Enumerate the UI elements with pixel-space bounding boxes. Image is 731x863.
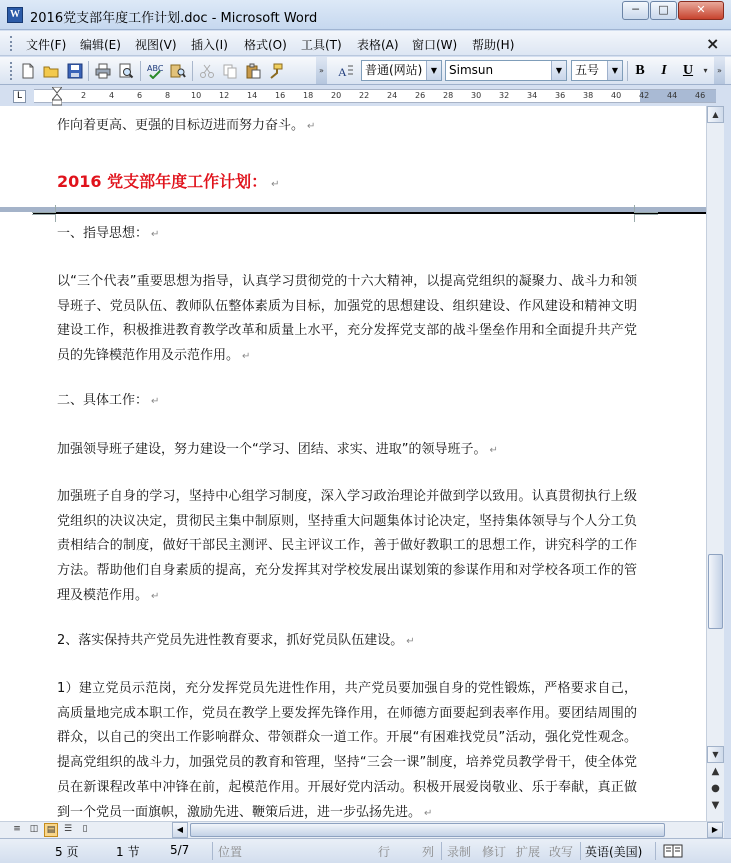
ruler-tick: 22: [359, 91, 370, 100]
scroll-up-icon[interactable]: ▲: [707, 106, 724, 123]
status-page-of: 5/7: [170, 843, 190, 857]
page-top-edge: [33, 212, 706, 214]
maximize-button[interactable]: □: [650, 1, 677, 20]
ruler-tick: 24: [387, 91, 398, 100]
window-title: 2016党支部年度工作计划.doc - Microsoft Word: [30, 11, 318, 26]
paragraph-text: 二、具体工作：: [57, 393, 149, 408]
section1-title: [57, 222, 637, 248]
paragraph-mark: ↵: [242, 351, 251, 363]
menu-bar: [0, 31, 731, 56]
scroll-left-icon[interactable]: ◀: [172, 822, 188, 838]
paragraph-mark: ↵: [151, 396, 160, 407]
font-size-value: 五号: [575, 63, 600, 77]
paste-icon[interactable]: [245, 63, 261, 79]
menu-edit[interactable]: 编辑(E): [80, 38, 121, 52]
paragraph-text: 1）建立党员示范岗，充分发挥党员先进性作用，共产党员要加强自身的党性锻炼，严格要求自己，高质量地完成本职工作，党员在教学上要发挥先锋作用，在师德方面要起到表率作用。要团结周围的群众，以自己的突出工作影响群众、带领群众一道工作。开展“有困难找党员”活动，强化党性观念。提高党组织的战斗力，加强党员的教育和管理，坚持“三会一课”制度，培养党员教学骨干，使全体党员在新课程改革中冲锋在前，起模范作用。开展好党内活动。积极开展爱岗敬业、乐于奉献，真正做到一个党员一面旗帜，激励先进、鞭策后进，进一步弘扬先进。: [57, 681, 637, 820]
paragraph-mark: ↵: [271, 179, 280, 190]
previous-page-icon[interactable]: ▲: [711, 766, 720, 777]
paragraph-1: [57, 438, 637, 464]
normal-view-icon[interactable]: ≡: [13, 824, 21, 834]
ruler-tick: 34: [527, 91, 538, 100]
print-preview-icon[interactable]: [118, 63, 134, 79]
print-icon[interactable]: [95, 63, 111, 79]
status-line: 行: [378, 845, 391, 859]
chevron-down-icon[interactable]: ▼: [426, 61, 441, 80]
ruler-tick: 12: [219, 91, 230, 100]
status-separator: [655, 842, 656, 860]
toolbar-separator: [88, 61, 89, 81]
page-corner-mark: [634, 214, 658, 222]
close-document-icon[interactable]: ×: [706, 34, 720, 53]
menu-file[interactable]: 文件(F): [26, 38, 67, 52]
close-button[interactable]: ✕: [678, 1, 724, 20]
document-area[interactable]: [0, 106, 706, 821]
bold-button[interactable]: B: [635, 63, 645, 78]
scroll-right-icon[interactable]: ▶: [707, 822, 723, 838]
menu-help[interactable]: 帮助(H): [472, 38, 515, 52]
section2-title: [57, 389, 637, 415]
track-changes-indicator[interactable]: 修订: [482, 845, 507, 859]
paragraph-mark: ↵: [151, 590, 160, 602]
record-macro-indicator[interactable]: 录制: [447, 845, 472, 859]
paragraph-text: 以“三个代表”重要思想为指导，认真学习贯彻党的十六大精神，以提高党组织的凝聚力、战斗力和领导班子、党员队伍、教师队伍整体素质为目标，加强党的思想建设、组织建设、作风建设和精神文明建设工作，积极推进教育教学改革和质量上水平，充分发挥党支部的战斗堡垒作用和全面提升共产党员的先锋模范作用及示范作用。: [57, 274, 637, 364]
view-and-hscroll-bar: [0, 821, 724, 838]
scroll-down-icon[interactable]: ▼: [707, 746, 724, 763]
font-combobox[interactable]: [445, 60, 567, 81]
ruler-row: [0, 86, 731, 106]
indent-marker-icon[interactable]: [52, 87, 62, 106]
new-document-icon[interactable]: [20, 63, 36, 79]
reading-layout-view-icon[interactable]: ▯: [82, 824, 88, 834]
vertical-scroll-thumb[interactable]: [708, 554, 723, 629]
ruler-tick: 8: [165, 91, 171, 100]
extend-selection-indicator[interactable]: 扩展: [516, 845, 541, 859]
cut-icon[interactable]: [199, 63, 215, 79]
paragraph-text: 加强领导班子建设，努力建设一个“学习、团结、求实、进取”的领导班子。: [57, 442, 487, 457]
paragraph-text: 一、指导思想：: [57, 226, 149, 241]
ruler-tick: 14: [247, 91, 258, 100]
menu-window[interactable]: 窗口(W): [412, 38, 458, 52]
ruler-tick: 38: [583, 91, 594, 100]
section1-body: [57, 270, 637, 370]
page-corner-mark: [32, 214, 56, 222]
select-browse-object-icon[interactable]: ●: [711, 783, 720, 794]
menu-insert[interactable]: 插入(I): [191, 38, 228, 52]
menu-view[interactable]: 视图(V): [135, 38, 177, 52]
open-folder-icon[interactable]: [43, 63, 59, 79]
status-column: 列: [422, 845, 435, 859]
paragraph-text: 2、落实保持共产党员先进性教育要求，抓好党员队伍建设。: [57, 633, 404, 648]
horizontal-scroll-thumb[interactable]: [190, 823, 665, 837]
ruler-tick: 4: [109, 91, 115, 100]
spelling-status-book-icon[interactable]: [663, 844, 683, 858]
toolbar-separator: [140, 61, 141, 81]
paragraph-mark: ↵: [307, 121, 316, 132]
font-size-combobox[interactable]: [571, 60, 623, 81]
ruler-tick: 36: [555, 91, 566, 100]
italic-button[interactable]: I: [661, 63, 667, 78]
menu-table[interactable]: 表格(A): [357, 38, 399, 52]
print-layout-view-icon[interactable]: ▤: [44, 823, 58, 837]
menubar-grip-icon[interactable]: [10, 36, 13, 51]
page-corner-mark: [32, 205, 56, 213]
status-separator: [212, 842, 213, 860]
ruler-tick: 20: [331, 91, 342, 100]
paragraph-intro: [57, 114, 637, 140]
research-icon[interactable]: [170, 63, 186, 79]
word-app-icon[interactable]: W: [7, 7, 23, 23]
save-icon[interactable]: [67, 63, 83, 79]
toolbar-grip-icon[interactable]: [10, 62, 13, 80]
toolbar-separator: [627, 61, 628, 81]
ruler-tick: 44: [667, 91, 678, 100]
paragraph-mark: ↵: [151, 229, 160, 240]
chevron-down-icon[interactable]: ▼: [607, 61, 622, 80]
next-page-icon[interactable]: ▼: [711, 800, 720, 811]
font-value: Simsun: [449, 63, 494, 77]
toolbar-options-icon[interactable]: »: [714, 57, 725, 84]
tab-selector[interactable]: L: [13, 90, 26, 103]
vertical-scrollbar[interactable]: [706, 106, 724, 821]
toolbar: [0, 57, 731, 85]
menu-format[interactable]: 格式(O): [244, 38, 287, 52]
paragraph-2: [57, 485, 637, 610]
web-layout-view-icon[interactable]: ◫: [29, 824, 39, 834]
status-section: 1 节: [116, 845, 140, 859]
ruler-tick: 46: [695, 91, 706, 100]
paragraph-3: [57, 629, 637, 655]
menu-tools[interactable]: 工具(T): [301, 38, 342, 52]
paragraph-mark: ↵: [406, 636, 415, 647]
paragraph-text: 加强班子自身的学习，坚持中心组学习制度，深入学习政治理论并做到学以致用。认真贯彻执行上级党组织的决议决定，贯彻民主集中制原则，坚持重大问题集体讨论决定，坚持集体领导与个人分工负责相结合的制度，做好干部民主测评、民主评议工作，善于做好教职工的思想工作，讲究科学的工作方法。帮助他们自身素质的提高，充分发挥其对学校发展出谋划策的参谋作用和对学校各项工作的管理及模范作用。: [57, 489, 637, 603]
status-page: 5 页: [55, 845, 79, 859]
page-corner-mark: [634, 205, 658, 213]
ruler-tick: 26: [415, 91, 426, 100]
ruler-tick: 42: [639, 91, 650, 100]
horizontal-ruler[interactable]: [34, 89, 716, 103]
paragraph-4: [57, 677, 637, 821]
underline-dropdown-icon[interactable]: ▾: [703, 66, 708, 75]
heading-text: 2016 党支部年度工作计划：: [57, 172, 268, 191]
ruler-tick: 10: [191, 91, 202, 100]
minimize-button[interactable]: ─: [622, 1, 649, 20]
toolbar-options-icon[interactable]: »: [316, 57, 327, 84]
ruler-tick: 28: [443, 91, 454, 100]
ruler-tick: 6: [137, 91, 143, 100]
outline-view-icon[interactable]: ☰: [63, 824, 73, 834]
paragraph-text: 作向着更高、更强的目标迈进而努力奋斗。: [57, 118, 305, 133]
chevron-down-icon[interactable]: ▼: [551, 61, 566, 80]
toolbar-separator: [192, 61, 193, 81]
style-combobox[interactable]: [361, 60, 442, 81]
style-value: 普通(网站): [365, 63, 423, 77]
ruler-tick: 18: [303, 91, 314, 100]
format-painter-icon[interactable]: [268, 63, 284, 79]
document-heading: [57, 169, 280, 192]
status-position: 位置: [218, 845, 243, 859]
status-separator: [580, 842, 581, 860]
status-separator: [441, 842, 442, 860]
styles-formatting-icon[interactable]: [338, 63, 354, 79]
paragraph-mark: ↵: [424, 807, 433, 819]
title-bar: [0, 0, 731, 30]
ruler-tick: 2: [81, 91, 87, 100]
ruler-tick: 16: [275, 91, 286, 100]
copy-icon[interactable]: [222, 63, 238, 79]
ruler-tick: 30: [471, 91, 482, 100]
spelling-check-icon[interactable]: [147, 63, 163, 79]
status-bar: [0, 838, 731, 863]
ruler-tick: 32: [499, 91, 510, 100]
ruler-tick: 40: [611, 91, 622, 100]
overtype-indicator[interactable]: 改写: [549, 845, 574, 859]
paragraph-mark: ↵: [489, 445, 498, 456]
svg-text:ABC: ABC: [147, 64, 163, 73]
svg-text:A: A: [338, 65, 347, 79]
underline-button[interactable]: U: [682, 63, 694, 78]
status-language[interactable]: 英语(美国): [585, 845, 643, 859]
